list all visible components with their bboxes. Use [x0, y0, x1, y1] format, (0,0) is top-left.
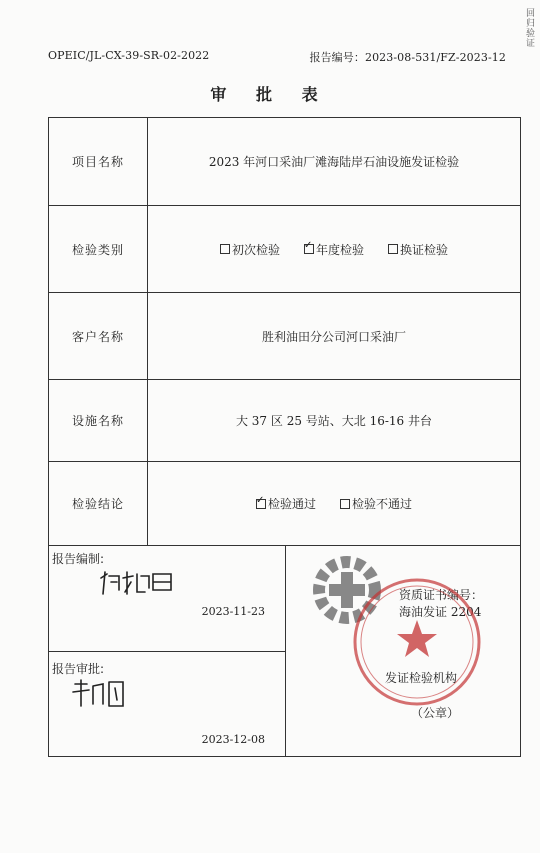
seal-label: （公章）	[411, 706, 460, 720]
row-conclusion	[49, 462, 520, 546]
option-passed[interactable]: ✓ 检验通过	[256, 495, 316, 512]
report-number: 报告编号：2023-08-531/FZ-2023-12	[309, 51, 506, 64]
compile-section	[49, 546, 285, 652]
row-facility-name	[49, 380, 520, 462]
option-annual-inspection[interactable]: ✓ 年度检验	[304, 241, 364, 258]
row-project-name	[49, 118, 520, 206]
compile-label: 报告编制:	[52, 552, 105, 566]
inspection-type-options	[148, 206, 520, 292]
row-customer-name	[49, 293, 520, 380]
approval-table	[48, 117, 521, 757]
option-renewal-inspection[interactable]: 换证检验	[388, 241, 448, 258]
issuing-organization: 发证检验机构	[385, 671, 458, 685]
option-initial-inspection[interactable]: 初次检验	[220, 241, 280, 258]
signature-area	[49, 546, 520, 756]
row-label: 检验类别	[49, 206, 148, 292]
checkbox-icon[interactable]	[388, 244, 398, 254]
approve-label: 报告审批:	[52, 662, 105, 676]
doc-code: OPEIC/JL-CX-39-SR-02-2022	[48, 49, 210, 62]
signature-left	[49, 546, 286, 756]
approver-signature	[69, 676, 129, 710]
checkbox-icon[interactable]	[340, 499, 350, 509]
compile-date: 2023-11-23	[201, 605, 265, 618]
approve-date: 2023-12-08	[201, 733, 265, 746]
project-name-value: 2023 年河口采油厂滩海陆岸石油设施发证检验	[208, 155, 460, 169]
page-title: 审 批 表	[210, 85, 330, 104]
checkbox-icon[interactable]	[220, 244, 230, 254]
checkbox-checked-icon[interactable]	[304, 244, 314, 254]
conclusion-options	[148, 462, 520, 545]
row-label: 客户名称	[49, 293, 148, 379]
row-label: 检验结论	[49, 462, 148, 545]
checkbox-checked-icon[interactable]	[256, 499, 266, 509]
customer-name-value: 胜利油田分公司河口采油厂	[261, 329, 406, 344]
official-seal	[349, 574, 485, 710]
row-inspection-type	[49, 206, 520, 293]
compiler-signature	[97, 566, 177, 598]
certificate-number: 海油发证 2204	[399, 605, 482, 619]
certificate-label: 资质证书编号：	[399, 588, 484, 602]
row-label: 项目名称	[49, 118, 148, 205]
row-label: 设施名称	[49, 380, 148, 461]
option-failed[interactable]: 检验不通过	[340, 495, 412, 512]
facility-name-value: 大 37 区 25 号站、大北 16-16 井台	[235, 414, 433, 428]
side-mark: 回归验证	[524, 8, 534, 48]
